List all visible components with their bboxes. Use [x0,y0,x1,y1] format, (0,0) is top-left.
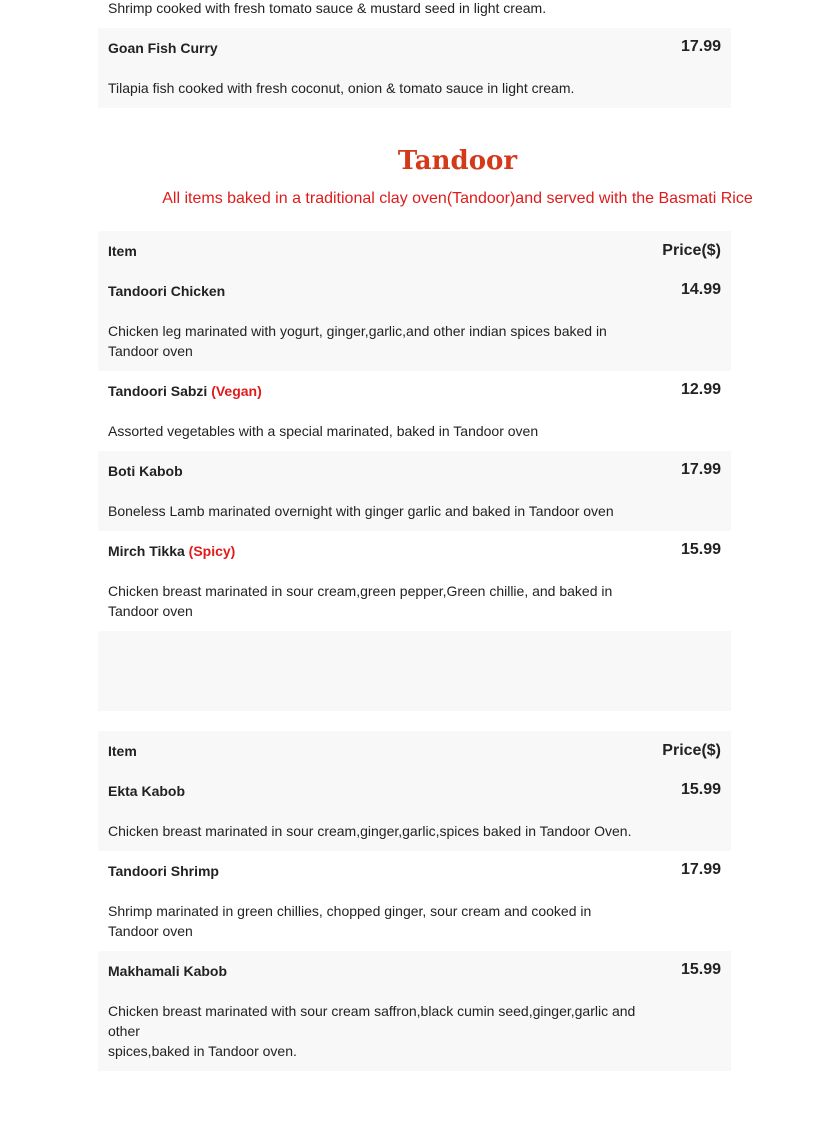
item-description: Tilapia fish cooked with fresh coconut, onion & tomato sauce in light cream. [108,80,575,96]
table-header-row [98,231,731,271]
item-price: 15.99 [680,961,721,978]
item-name-wrap [108,543,235,559]
tandoor-table-2 [98,731,731,1071]
item-name: Makhamali Kabob [108,963,228,979]
item-price: 14.99 [680,281,721,298]
section-subtitle: All items baked in a traditional clay oven(Tandoor)and served with the Basmati Rice [162,190,753,207]
menu-item-row [98,851,731,951]
menu-item-row [98,951,731,1071]
column-header-price: Price($) [662,242,721,259]
column-header-item: Item [108,243,137,259]
item-name: Mirch Tikka [108,543,185,559]
item-description: Shrimp marinated in green chillies, chopped ginger, sour cream and cooked in Tandoor oven [108,903,592,939]
column-header-price: Price($) [662,742,721,759]
empty-row [98,631,731,711]
menu-item-row [98,771,731,851]
item-description: Shrimp cooked with fresh tomato sauce & mustard seed in light cream. [108,0,547,16]
item-price: 17.99 [680,861,721,878]
menu-item-row [98,451,731,531]
item-description [108,991,668,1071]
item-price: 12.99 [680,381,721,398]
item-price: 15.99 [680,541,721,558]
item-name: Boti Kabob [108,463,183,479]
item-name: Tandoori Shrimp [108,863,219,879]
item-price: 15.99 [680,781,721,798]
item-description: Chicken leg marinated with yogurt, ginger,garlic,and other indian spices baked in Tandoor oven [108,323,607,359]
item-name: Ekta Kabob [108,783,186,799]
item-description: Chicken breast marinated in sour cream,ginger,garlic,spices baked in Tandoor Oven. [108,823,632,839]
section-title: Tandoor [397,146,518,176]
item-description: Boneless Lamb marinated overnight with ginger garlic and baked in Tandoor oven [108,503,614,519]
menu-item-row [98,531,731,631]
item-name-wrap [108,383,262,399]
vegan-tag: (Vegan) [211,383,262,399]
item-description: Assorted vegetables with a special marinated, baked in Tandoor oven [108,423,539,439]
item-description: Chicken breast marinated in sour cream,green pepper,Green chillie, and baked in Tandoor oven [108,583,613,619]
table-header-row [98,731,731,771]
previous-section-table [98,0,731,108]
column-header-item: Item [108,743,137,759]
tandoor-table-1 [98,231,731,711]
spicy-tag: (Spicy) [188,543,236,559]
menu-item-row [98,271,731,371]
menu-item-row [98,28,731,108]
item-price: 17.99 [680,461,721,478]
item-name: Goan Fish Curry [108,40,218,56]
menu-item-row [98,371,731,451]
item-description-line: spices,baked in Tandoor oven. [108,1043,297,1059]
item-description-line: Chicken breast marinated with sour cream saffron,black cumin seed,ginger,garlic and other [108,1003,636,1039]
item-name: Tandoori Chicken [108,283,226,299]
item-name: Tandoori Sabzi [108,383,208,399]
previous-item-row [98,0,731,28]
item-price: 17.99 [680,38,721,55]
